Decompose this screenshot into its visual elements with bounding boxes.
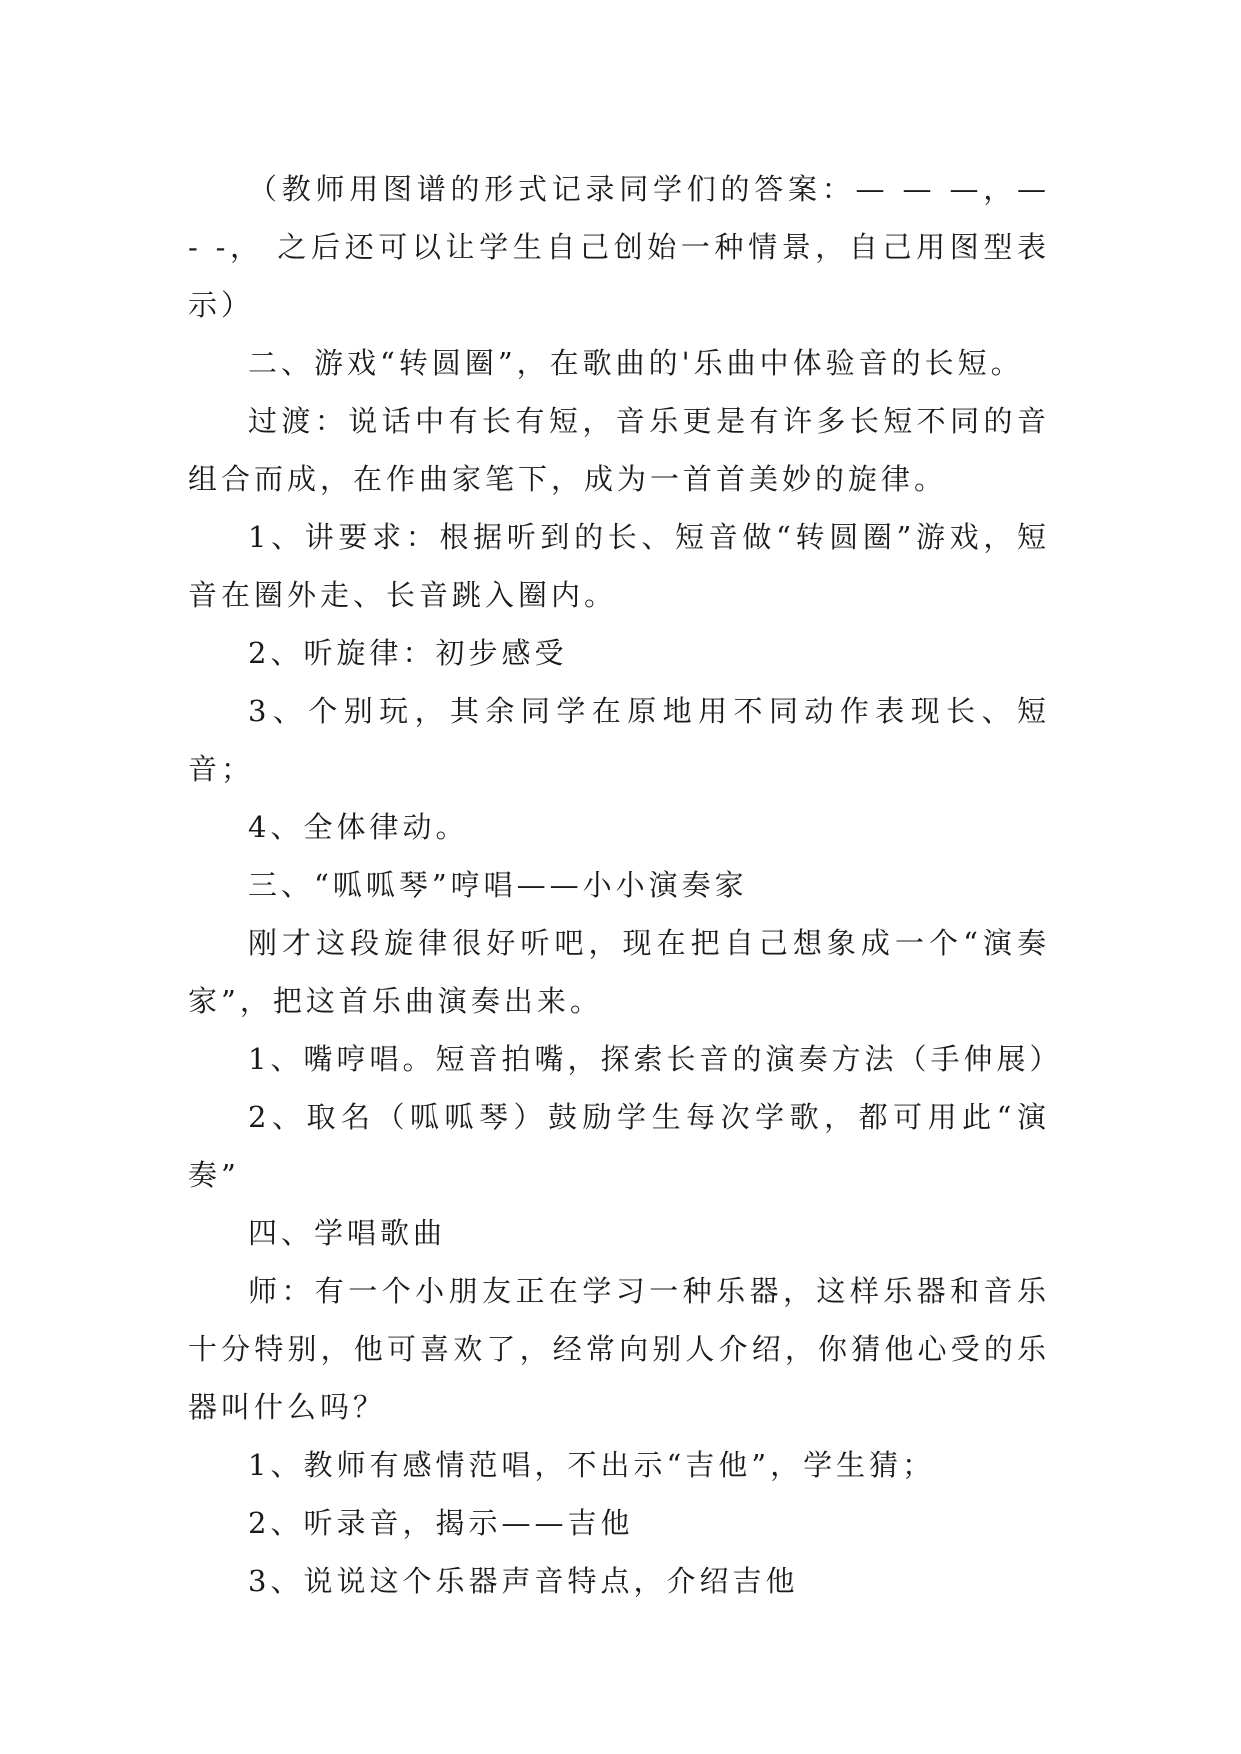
list-item-naming: 2、取名（呱呱琴）鼓励学生每次学歌，都可用此“演奏” <box>188 1100 1050 1192</box>
heading-learn-song: 四、学唱歌曲 <box>248 1216 447 1250</box>
list-item-group-movement: 4、全体律动。 <box>248 810 469 844</box>
list-item-requirements: 1、讲要求：根据听到的长、短音做“转圆圈”游戏，短音在圈外走、长音跳入圈内。 <box>188 520 1050 612</box>
heading-humming: 三、“呱呱琴”哼唱——小小演奏家 <box>248 868 748 902</box>
list-item-listen-melody: 2、听旋律：初步感受 <box>248 636 568 670</box>
paragraph-teacher-intro: 师：有一个小朋友正在学习一种乐器，这样乐器和音乐十分特别，他可喜欢了，经常向别人介绍，你猜他心受的乐器叫什么吗？ <box>188 1274 1050 1424</box>
list-item-instrument-features: 3、说说这个乐器声音特点，介绍吉他 <box>248 1564 799 1598</box>
heading-game-circle: 二、游戏“转圆圈”，在歌曲的'乐曲中体验音的长短。 <box>248 346 1024 380</box>
list-item-listen-recording: 2、听录音，揭示——吉他 <box>248 1506 634 1540</box>
paragraph-performer: 刚才这段旋律很好听吧，现在把自己想象成一个“演奏家”，把这首乐曲演奏出来。 <box>188 926 1050 1018</box>
list-item-individual-play: 3、个别玩，其余同学在原地用不同动作表现长、短音； <box>188 694 1050 786</box>
paragraph-answer-notation: （教师用图谱的形式记录同学们的答案：— — —，— - -， 之后还可以让学生自己创始一种情景，自己用图型表示） <box>188 172 1050 322</box>
list-item-mouth-humming: 1、嘴哼唱。短音拍嘴，探索长音的演奏方法（手伸展） <box>248 1042 1063 1076</box>
paragraph-transition: 过渡：说话中有长有短，音乐更是有许多长短不同的音组合而成，在作曲家笔下，成为一首首美妙的旋律。 <box>188 404 1050 496</box>
list-item-teacher-sing: 1、教师有感情范唱，不出示“吉他”，学生猜； <box>248 1448 936 1482</box>
document-body <box>188 160 1063 1610</box>
